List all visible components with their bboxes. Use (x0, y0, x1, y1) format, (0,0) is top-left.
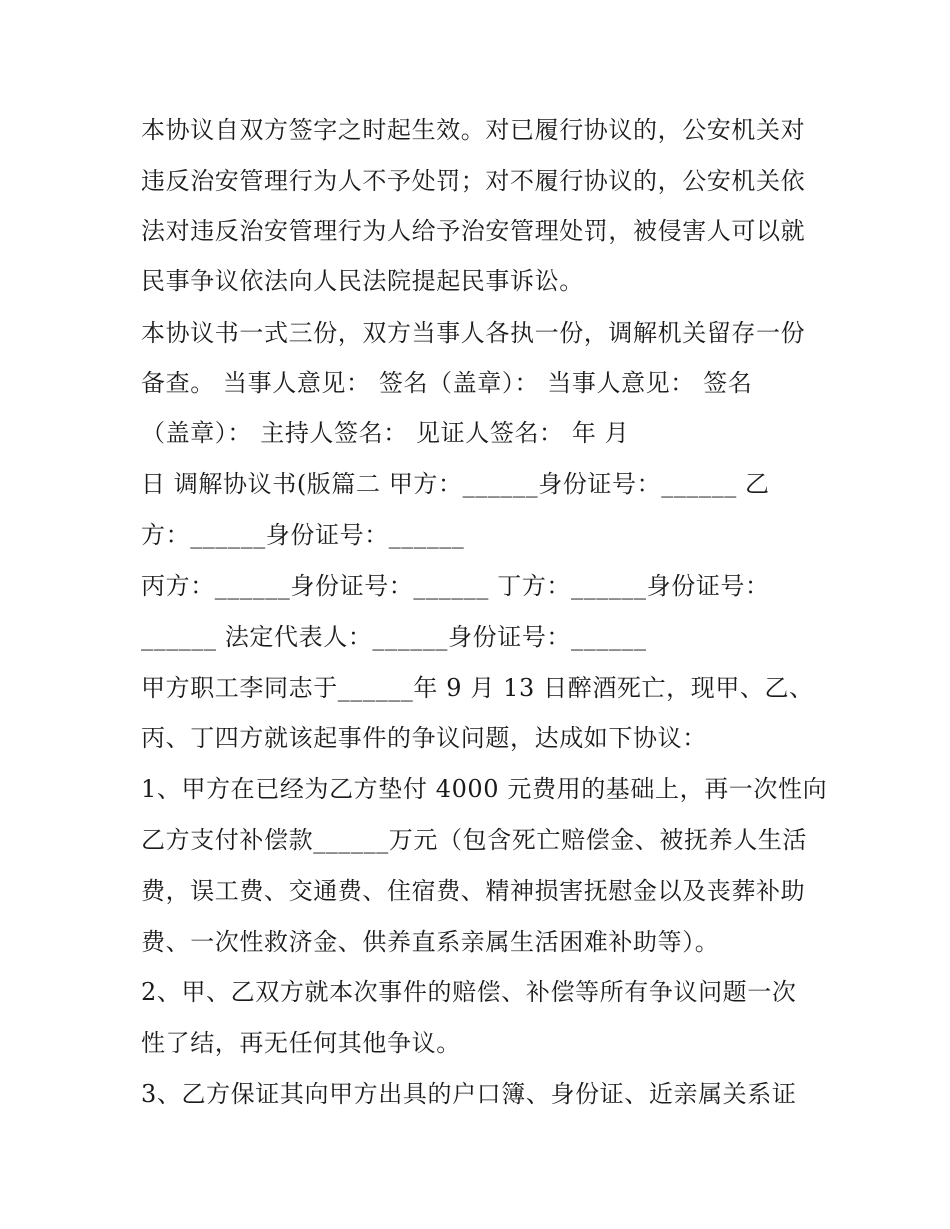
text-line-5: 本协议书一式三份，双方当事人各执一份，调解机关留存一份 (141, 319, 806, 347)
text-line-19: 性了结，再无任何其他争议。 (141, 1029, 461, 1057)
text-line-6: 备查。 当事人意见： 签名（盖章）： 当事人意见： 签名 (141, 369, 753, 397)
text-line-17: 费、一次性救济金、供养直系亲属生活困难补助等）。 (141, 928, 720, 956)
text-line-3: 法对违反治安管理行为人给予治安管理处罚，被侵害人可以就 (141, 217, 806, 245)
text-line-10: 丙方：______身份证号：______ 丁方：______身份证号： (141, 572, 770, 600)
text-line-20: 3、乙方保证其向甲方出具的户口簿、身份证、近亲属关系证 (141, 1080, 797, 1108)
text-line-7: （盖章）： 主持人签名： 见证人签名： 年 月 (141, 419, 630, 447)
text-line-14: 1、甲方在已经为乙方垫付 4000 元费用的基础上，再一次性向 (141, 775, 828, 803)
text-line-16: 费，误工费、交通费、住宿费、精神损害抚慰金以及丧葬补助 (141, 877, 806, 905)
text-line-9: 方：______身份证号：______ (141, 521, 465, 549)
text-line-4: 民事争议依法向人民法院提起民事诉讼。 (141, 267, 584, 295)
text-line-11: ______ 法定代表人：______身份证号：______ (141, 623, 647, 651)
text-line-15: 乙方支付补偿款______万元（包含死亡赔偿金、被抚养人生活 (141, 826, 807, 854)
text-line-8: 日 调解协议书(版篇二 甲方：______身份证号：______ 乙 (141, 470, 770, 498)
text-line-18: 2、甲、乙双方就本次事件的赔偿、补偿等所有争议问题一次 (141, 978, 797, 1006)
text-line-13: 丙、丁四方就该起事件的争议问题，达成如下协议： (141, 724, 707, 752)
text-line-12: 甲方职工李同志于______年 9 月 13 日醉酒死亡，现甲、乙、 (141, 674, 814, 702)
text-line-2: 违反治安管理行为人不予处罚；对不履行协议的，公安机关依 (141, 167, 806, 195)
text-line-1: 本协议自双方签字之时起生效。对已履行协议的，公安机关对 (141, 116, 806, 144)
